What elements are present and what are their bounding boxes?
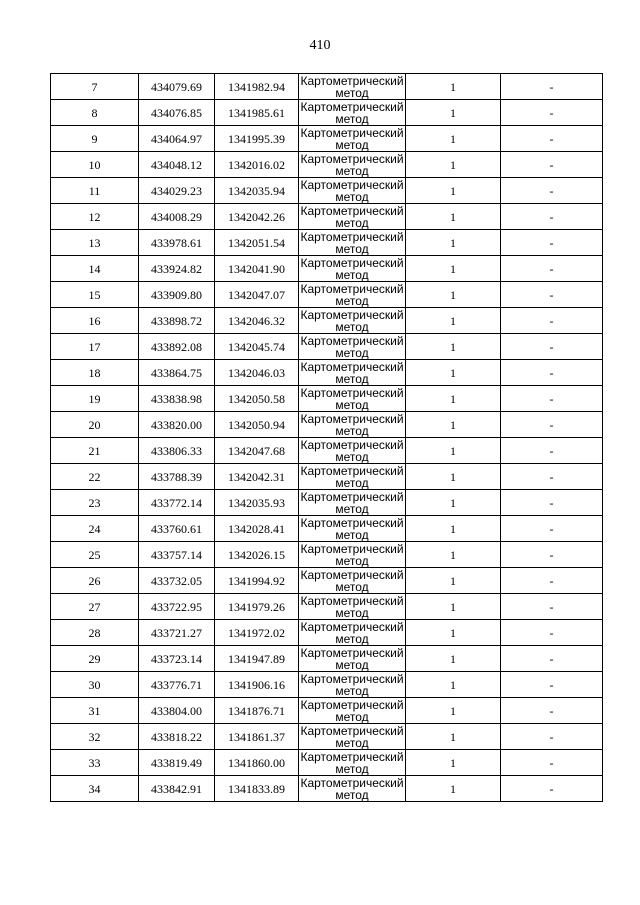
y-coordinate-cell: 1342042.31 (215, 464, 299, 490)
note-cell: - (501, 282, 603, 308)
y-coordinate-cell: 1341972.02 (215, 620, 299, 646)
x-coordinate-cell: 434079.69 (139, 74, 215, 100)
note-cell: - (501, 646, 603, 672)
method-cell (299, 542, 406, 568)
note-cell: - (501, 204, 603, 230)
x-coordinate-cell: 433722.95 (139, 594, 215, 620)
accuracy-cell: 1 (406, 256, 501, 282)
note-cell: - (501, 594, 603, 620)
point-number-cell: 17 (51, 334, 139, 360)
coordinates-table (50, 73, 603, 802)
x-coordinate-cell: 433732.05 (139, 568, 215, 594)
accuracy-cell: 1 (406, 724, 501, 750)
x-coordinate-cell: 433864.75 (139, 360, 215, 386)
x-coordinate-cell: 433819.49 (139, 750, 215, 776)
table-row (51, 542, 603, 568)
method-text-line: Картометрический (300, 671, 404, 686)
method-text-line: метод (335, 761, 369, 776)
note-cell: - (501, 568, 603, 594)
note-cell: - (501, 516, 603, 542)
y-coordinate-cell: 1342047.07 (215, 282, 299, 308)
method-cell (299, 386, 406, 412)
table-row (51, 204, 603, 230)
x-coordinate-cell: 433723.14 (139, 646, 215, 672)
note-cell: - (501, 360, 603, 386)
note-cell: - (501, 750, 603, 776)
method-text-line: метод (335, 527, 369, 542)
method-text-line: Картометрический (300, 203, 404, 218)
y-coordinate-cell: 1342046.03 (215, 360, 299, 386)
method-text-line: Картометрический (300, 749, 404, 764)
y-coordinate-cell: 1342047.68 (215, 438, 299, 464)
y-coordinate-cell: 1342041.90 (215, 256, 299, 282)
accuracy-cell: 1 (406, 282, 501, 308)
y-coordinate-cell: 1342035.94 (215, 178, 299, 204)
point-number-cell: 14 (51, 256, 139, 282)
table-row (51, 594, 603, 620)
table-row (51, 360, 603, 386)
y-coordinate-cell: 1342028.41 (215, 516, 299, 542)
note-cell: - (501, 672, 603, 698)
method-text-line: метод (335, 605, 369, 620)
x-coordinate-cell: 433760.61 (139, 516, 215, 542)
table-row (51, 646, 603, 672)
accuracy-cell: 1 (406, 100, 501, 126)
method-text-line: метод (335, 475, 369, 490)
accuracy-cell: 1 (406, 308, 501, 334)
point-number-cell: 34 (51, 776, 139, 802)
method-cell (299, 282, 406, 308)
point-number-cell: 22 (51, 464, 139, 490)
y-coordinate-cell: 1342042.26 (215, 204, 299, 230)
method-text-line: метод (335, 189, 369, 204)
method-text-line: Картометрический (300, 411, 404, 426)
point-number-cell: 29 (51, 646, 139, 672)
table-row (51, 334, 603, 360)
table-row (51, 750, 603, 776)
method-text-line: Картометрический (300, 333, 404, 348)
method-text-line: метод (335, 579, 369, 594)
table-row (51, 100, 603, 126)
point-number-cell: 9 (51, 126, 139, 152)
x-coordinate-cell: 433909.80 (139, 282, 215, 308)
note-cell: - (501, 464, 603, 490)
x-coordinate-cell: 433978.61 (139, 230, 215, 256)
method-text-line: метод (335, 293, 369, 308)
note-cell: - (501, 256, 603, 282)
method-text-line: Картометрический (300, 177, 404, 192)
method-cell (299, 776, 406, 802)
method-cell (299, 204, 406, 230)
method-cell (299, 594, 406, 620)
table-row (51, 724, 603, 750)
method-cell (299, 74, 406, 100)
note-cell: - (501, 126, 603, 152)
note-cell: - (501, 100, 603, 126)
table-row (51, 282, 603, 308)
accuracy-cell: 1 (406, 594, 501, 620)
accuracy-cell: 1 (406, 126, 501, 152)
method-text-line: Картометрический (300, 775, 404, 790)
method-cell (299, 620, 406, 646)
point-number-cell: 27 (51, 594, 139, 620)
accuracy-cell: 1 (406, 412, 501, 438)
note-cell: - (501, 438, 603, 464)
accuracy-cell: 1 (406, 204, 501, 230)
method-cell (299, 256, 406, 282)
x-coordinate-cell: 433892.08 (139, 334, 215, 360)
method-text-line: метод (335, 553, 369, 568)
table-row (51, 74, 603, 100)
accuracy-cell: 1 (406, 230, 501, 256)
method-text-line: Картометрический (300, 437, 404, 452)
x-coordinate-cell: 433721.27 (139, 620, 215, 646)
table-row (51, 776, 603, 802)
accuracy-cell: 1 (406, 334, 501, 360)
y-coordinate-cell: 1341994.92 (215, 568, 299, 594)
method-cell (299, 412, 406, 438)
note-cell: - (501, 230, 603, 256)
x-coordinate-cell: 434029.23 (139, 178, 215, 204)
method-text-line: метод (335, 215, 369, 230)
y-coordinate-cell: 1341906.16 (215, 672, 299, 698)
note-cell: - (501, 724, 603, 750)
coordinates-table-body (51, 74, 603, 802)
y-coordinate-cell: 1341982.94 (215, 74, 299, 100)
method-cell (299, 568, 406, 594)
method-text-line: метод (335, 657, 369, 672)
table-row (51, 698, 603, 724)
method-text-line: метод (335, 163, 369, 178)
point-number-cell: 16 (51, 308, 139, 334)
method-text-line: Картометрический (300, 255, 404, 270)
table-row (51, 516, 603, 542)
table-row (51, 620, 603, 646)
point-number-cell: 25 (51, 542, 139, 568)
y-coordinate-cell: 1341833.89 (215, 776, 299, 802)
method-text-line: метод (335, 423, 369, 438)
table-row (51, 126, 603, 152)
y-coordinate-cell: 1341947.89 (215, 646, 299, 672)
point-number-cell: 12 (51, 204, 139, 230)
x-coordinate-cell: 433820.00 (139, 412, 215, 438)
x-coordinate-cell: 433838.98 (139, 386, 215, 412)
method-text-line: метод (335, 111, 369, 126)
x-coordinate-cell: 434008.29 (139, 204, 215, 230)
method-cell (299, 698, 406, 724)
method-cell (299, 724, 406, 750)
x-coordinate-cell: 434076.85 (139, 100, 215, 126)
y-coordinate-cell: 1341985.61 (215, 100, 299, 126)
x-coordinate-cell: 433818.22 (139, 724, 215, 750)
method-text-line: метод (335, 319, 369, 334)
point-number-cell: 11 (51, 178, 139, 204)
x-coordinate-cell: 433924.82 (139, 256, 215, 282)
point-number-cell: 15 (51, 282, 139, 308)
accuracy-cell: 1 (406, 672, 501, 698)
method-cell (299, 438, 406, 464)
x-coordinate-cell: 433772.14 (139, 490, 215, 516)
point-number-cell: 33 (51, 750, 139, 776)
y-coordinate-cell: 1341876.71 (215, 698, 299, 724)
point-number-cell: 8 (51, 100, 139, 126)
point-number-cell: 26 (51, 568, 139, 594)
y-coordinate-cell: 1342045.74 (215, 334, 299, 360)
point-number-cell: 23 (51, 490, 139, 516)
method-cell (299, 152, 406, 178)
method-text-line: Картометрический (300, 229, 404, 244)
x-coordinate-cell: 433898.72 (139, 308, 215, 334)
accuracy-cell: 1 (406, 490, 501, 516)
table-row (51, 568, 603, 594)
method-text-line: метод (335, 501, 369, 516)
method-text-line: метод (335, 85, 369, 100)
method-text-line: Картометрический (300, 359, 404, 374)
method-text-line: метод (335, 787, 369, 802)
table-row (51, 490, 603, 516)
accuracy-cell: 1 (406, 438, 501, 464)
method-text-line: метод (335, 345, 369, 360)
y-coordinate-cell: 1341860.00 (215, 750, 299, 776)
note-cell: - (501, 698, 603, 724)
accuracy-cell: 1 (406, 620, 501, 646)
y-coordinate-cell: 1342050.94 (215, 412, 299, 438)
method-text-line: Картометрический (300, 99, 404, 114)
y-coordinate-cell: 1342016.02 (215, 152, 299, 178)
point-number-cell: 13 (51, 230, 139, 256)
method-cell (299, 490, 406, 516)
method-text-line: Картометрический (300, 541, 404, 556)
note-cell: - (501, 74, 603, 100)
method-text-line: Картометрический (300, 567, 404, 582)
x-coordinate-cell: 434048.12 (139, 152, 215, 178)
note-cell: - (501, 334, 603, 360)
method-text-line: метод (335, 371, 369, 386)
table-row (51, 438, 603, 464)
y-coordinate-cell: 1341979.26 (215, 594, 299, 620)
method-text-line: Картометрический (300, 489, 404, 504)
x-coordinate-cell: 434064.97 (139, 126, 215, 152)
method-cell (299, 100, 406, 126)
accuracy-cell: 1 (406, 386, 501, 412)
table-row (51, 386, 603, 412)
table-row (51, 308, 603, 334)
method-text-line: метод (335, 267, 369, 282)
method-cell (299, 464, 406, 490)
accuracy-cell: 1 (406, 152, 501, 178)
accuracy-cell: 1 (406, 698, 501, 724)
point-number-cell: 31 (51, 698, 139, 724)
note-cell: - (501, 542, 603, 568)
accuracy-cell: 1 (406, 74, 501, 100)
y-coordinate-cell: 1342051.54 (215, 230, 299, 256)
note-cell: - (501, 776, 603, 802)
x-coordinate-cell: 433757.14 (139, 542, 215, 568)
y-coordinate-cell: 1342050.58 (215, 386, 299, 412)
point-number-cell: 21 (51, 438, 139, 464)
method-text-line: метод (335, 449, 369, 464)
table-row (51, 256, 603, 282)
point-number-cell: 10 (51, 152, 139, 178)
point-number-cell: 30 (51, 672, 139, 698)
table-row (51, 464, 603, 490)
y-coordinate-cell: 1342026.15 (215, 542, 299, 568)
accuracy-cell: 1 (406, 360, 501, 386)
method-cell (299, 230, 406, 256)
method-text-line: Картометрический (300, 281, 404, 296)
accuracy-cell: 1 (406, 776, 501, 802)
method-text-line: метод (335, 683, 369, 698)
point-number-cell: 32 (51, 724, 139, 750)
note-cell: - (501, 178, 603, 204)
y-coordinate-cell: 1341995.39 (215, 126, 299, 152)
accuracy-cell: 1 (406, 464, 501, 490)
method-text-line: Картометрический (300, 619, 404, 634)
x-coordinate-cell: 433806.33 (139, 438, 215, 464)
method-text-line: метод (335, 709, 369, 724)
method-text-line: Картометрический (300, 463, 404, 478)
y-coordinate-cell: 1342035.93 (215, 490, 299, 516)
x-coordinate-cell: 433788.39 (139, 464, 215, 490)
accuracy-cell: 1 (406, 568, 501, 594)
method-cell (299, 646, 406, 672)
method-text-line: метод (335, 241, 369, 256)
point-number-cell: 24 (51, 516, 139, 542)
note-cell: - (501, 152, 603, 178)
note-cell: - (501, 308, 603, 334)
point-number-cell: 7 (51, 74, 139, 100)
accuracy-cell: 1 (406, 542, 501, 568)
note-cell: - (501, 620, 603, 646)
table-row (51, 672, 603, 698)
method-text-line: метод (335, 137, 369, 152)
table-row (51, 178, 603, 204)
x-coordinate-cell: 433842.91 (139, 776, 215, 802)
method-text-line: Картометрический (300, 593, 404, 608)
y-coordinate-cell: 1341861.37 (215, 724, 299, 750)
y-coordinate-cell: 1342046.32 (215, 308, 299, 334)
table-row (51, 230, 603, 256)
method-text-line: Картометрический (300, 515, 404, 530)
method-cell (299, 178, 406, 204)
method-text-line: Картометрический (300, 125, 404, 140)
note-cell: - (501, 386, 603, 412)
x-coordinate-cell: 433776.71 (139, 672, 215, 698)
method-cell (299, 360, 406, 386)
table-row (51, 152, 603, 178)
point-number-cell: 18 (51, 360, 139, 386)
method-cell (299, 126, 406, 152)
method-cell (299, 516, 406, 542)
method-cell (299, 750, 406, 776)
accuracy-cell: 1 (406, 178, 501, 204)
table-row (51, 412, 603, 438)
method-text-line: Картометрический (300, 723, 404, 738)
point-number-cell: 19 (51, 386, 139, 412)
method-text-line: Картометрический (300, 151, 404, 166)
point-number-cell: 20 (51, 412, 139, 438)
method-text-line: метод (335, 735, 369, 750)
x-coordinate-cell: 433804.00 (139, 698, 215, 724)
note-cell: - (501, 490, 603, 516)
method-cell (299, 334, 406, 360)
method-text-line: метод (335, 397, 369, 412)
page-number: 410 (309, 38, 331, 53)
point-number-cell: 28 (51, 620, 139, 646)
accuracy-cell: 1 (406, 646, 501, 672)
method-text-line: Картометрический (300, 73, 404, 88)
method-cell (299, 308, 406, 334)
accuracy-cell: 1 (406, 516, 501, 542)
method-text-line: Картометрический (300, 385, 404, 400)
accuracy-cell: 1 (406, 750, 501, 776)
method-cell (299, 672, 406, 698)
method-text-line: метод (335, 631, 369, 646)
method-text-line: Картометрический (300, 645, 404, 660)
note-cell: - (501, 412, 603, 438)
method-text-line: Картометрический (300, 697, 404, 712)
method-text-line: Картометрический (300, 307, 404, 322)
